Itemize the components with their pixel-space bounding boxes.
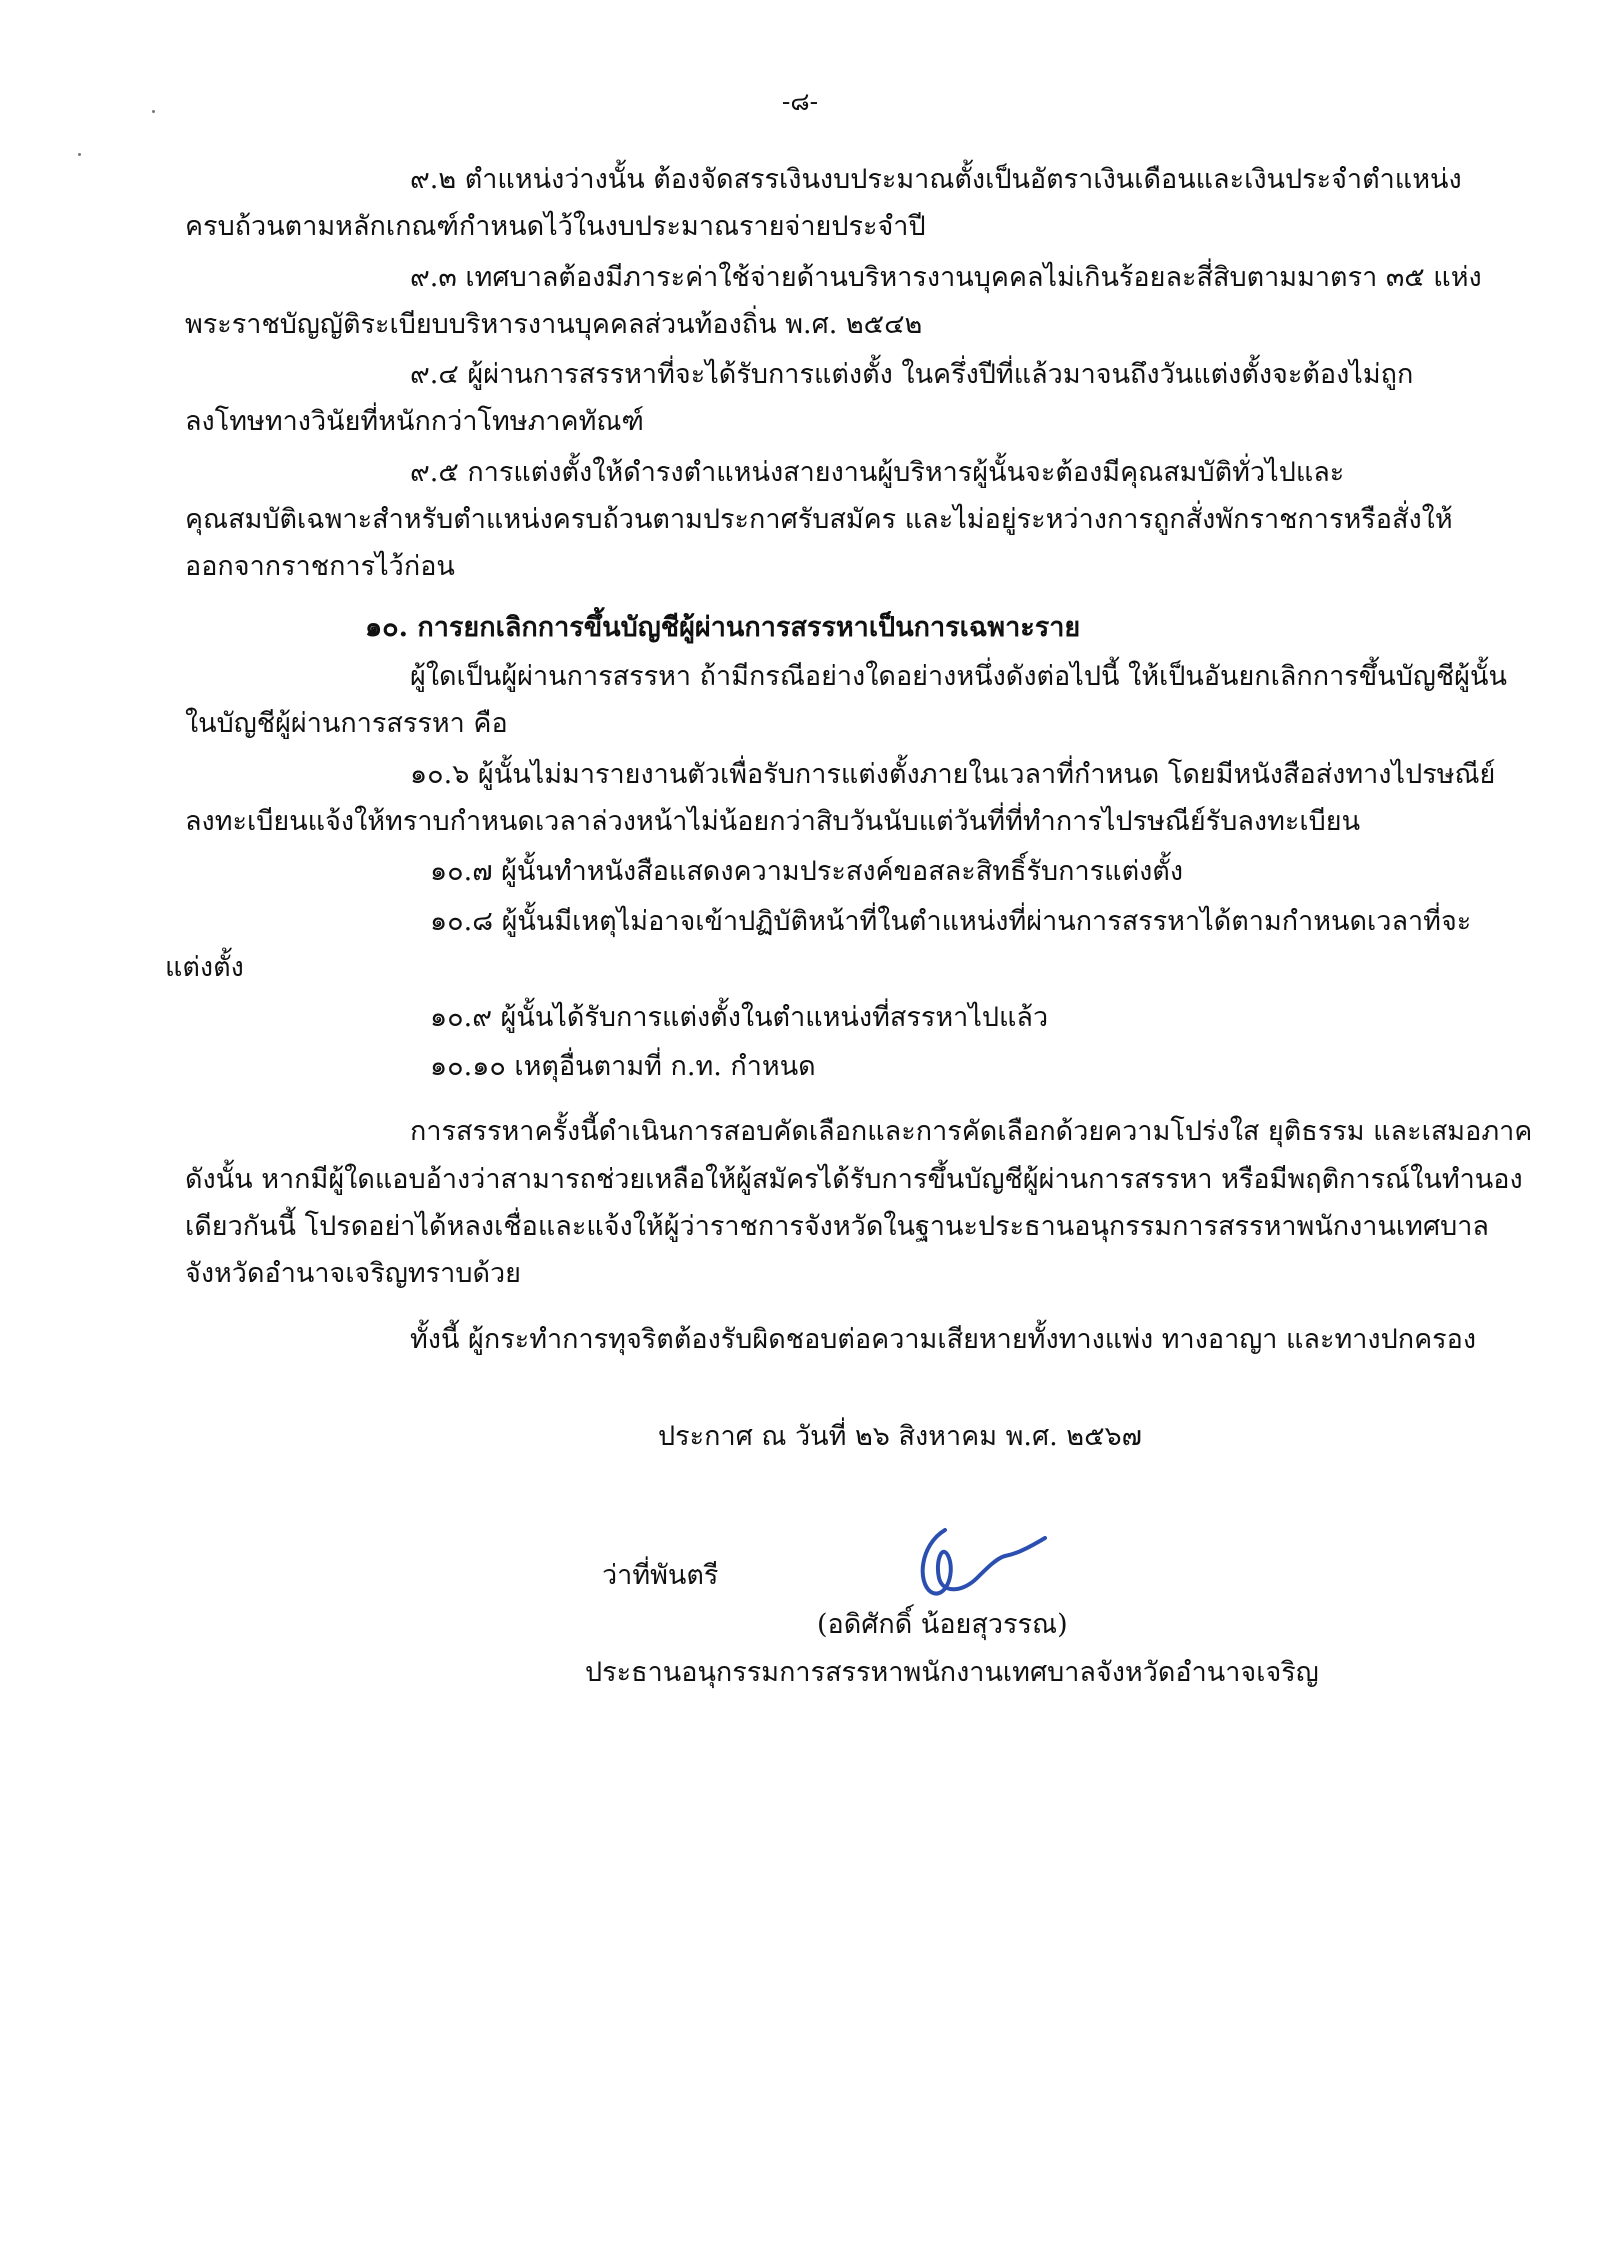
section-10-intro-line2: ในบัญชีผู้ผ่านการสรรหา คือ <box>185 708 508 739</box>
section-10-heading: ๑๐. การยกเลิกการขึ้นบัญชีผู้ผ่านการสรรหาเป็นการเฉพาะราย <box>365 612 1081 643</box>
signature-mark <box>905 1520 1055 1610</box>
clause-9-2-line1: ๙.๒ ตำแหน่งว่างนั้น ต้องจัดสรรเงินงบประมาณตั้งเป็นอัตราเงินเดือนและเงินประจำตำแหน่ง <box>410 164 1462 195</box>
page-number: -๘- <box>781 87 819 116</box>
notice-line3: เดียวกันนี้ โปรดอย่าได้หลงเชื่อและแจ้งให้ผู้ว่าราชการจังหวัดในฐานะประธานอนุกรรมการสรรหาพนักงานเทศบาล <box>185 1211 1489 1242</box>
clause-9-5-line3: ออกจากราชการไว้ก่อน <box>185 551 455 582</box>
clause-10-8-line1: ๑๐.๘ ผู้นั้นมีเหตุไม่อาจเข้าปฏิบัติหน้าที่ในตำแหน่งที่ผ่านการสรรหาได้ตามกำหนดเวลาที่จะ <box>430 906 1472 937</box>
clause-9-3-line1: ๙.๓ เทศบาลต้องมีภาระค่าใช้จ่ายด้านบริหารงานบุคคลไม่เกินร้อยละสี่สิบตามมาตรา ๓๕ แห่ง <box>410 262 1482 293</box>
notice-warning: ทั้งนี้ ผู้กระทำการทุจริตต้องรับผิดชอบต่อความเสียหายทั้งทางแพ่ง ทางอาญา และทางปกครอง <box>410 1324 1477 1355</box>
notice-line4: จังหวัดอำนาจเจริญทราบด้วย <box>185 1258 521 1289</box>
clause-9-3-line2: พระราชบัญญัติระเบียบบริหารงานบุคคลส่วนท้องถิ่น พ.ศ. ๒๕๔๒ <box>185 309 923 340</box>
clause-9-4-line1: ๙.๔ ผู้ผ่านการสรรหาที่จะได้รับการแต่งตั้ง ในครึ่งปีที่แล้วมาจนถึงวันแต่งตั้งจะต้องไม่ถูก <box>410 359 1414 390</box>
announce-date: ประกาศ ณ วันที่ ๒๖ สิงหาคม พ.ศ. ๒๕๖๗ <box>658 1421 1142 1452</box>
clause-10-6-line1: ๑๐.๖ ผู้นั้นไม่มารายงานตัวเพื่อรับการแต่งตั้งภายในเวลาที่กำหนด โดยมีหนังสือส่งทางไปรษณีย์ <box>410 759 1496 790</box>
section-10-intro-line1: ผู้ใดเป็นผู้ผ่านการสรรหา ถ้ามีกรณีอย่างใดอย่างหนึ่งดังต่อไปนี้ ให้เป็นอันยกเลิกการขึ้นบัญชีผู้นั้น <box>410 661 1507 692</box>
clause-9-5-line1: ๙.๕ การแต่งตั้งให้ดำรงตำแหน่งสายงานผู้บริหารผู้นั้นจะต้องมีคุณสมบัติทั่วไปและ <box>410 457 1345 488</box>
notice-line2: ดังนั้น หากมีผู้ใดแอบอ้างว่าสามารถช่วยเหลือให้ผู้สมัครได้รับการขึ้นบัญชีผู้ผ่านการสรรหา หรือมีพฤติการณ์ในทำนอง <box>185 1164 1523 1195</box>
clause-10-6-line2: ลงทะเบียนแจ้งให้ทราบกำหนดเวลาล่วงหน้าไม่น้อยกว่าสิบวันนับแต่วันที่ที่ทำการไปรษณีย์รับลงทะเบียน <box>185 806 1361 837</box>
signer-rank: ว่าที่พันตรี <box>602 1560 719 1591</box>
scan-speck <box>78 153 81 156</box>
clause-10-8-line2: แต่งตั้ง <box>165 952 244 983</box>
clause-10-10: ๑๐.๑๐ เหตุอื่นตามที่ ก.ท. กำหนด <box>430 1051 816 1082</box>
clause-10-7: ๑๐.๗ ผู้นั้นทำหนังสือแสดงความประสงค์ขอสละสิทธิ์รับการแต่งตั้ง <box>430 856 1184 887</box>
signer-name: (อดิศักดิ์ น้อยสุวรรณ) <box>817 1609 1068 1640</box>
clause-9-5-line2: คุณสมบัติเฉพาะสำหรับตำแหน่งครบถ้วนตามประกาศรับสมัคร และไม่อยู่ระหว่างการถูกสั่งพักราชการหรือสั่งให้ <box>185 504 1453 535</box>
clause-10-9: ๑๐.๙ ผู้นั้นได้รับการแต่งตั้งในตำแหน่งที่สรรหาไปแล้ว <box>430 1002 1049 1033</box>
clause-9-4-line2: ลงโทษทางวินัยที่หนักกว่าโทษภาคทัณฑ์ <box>185 406 644 437</box>
notice-line1: การสรรหาครั้งนี้ดำเนินการสอบคัดเลือกและการคัดเลือกด้วยความโปร่งใส ยุติธรรม และเสมอภาค <box>410 1116 1533 1147</box>
clause-9-2-line2: ครบถ้วนตามหลักเกณฑ์กำหนดไว้ในงบประมาณรายจ่ายประจำปี <box>185 211 926 242</box>
signer-position: ประธานอนุกรรมการสรรหาพนักงานเทศบาลจังหวัดอำนาจเจริญ <box>585 1657 1319 1688</box>
